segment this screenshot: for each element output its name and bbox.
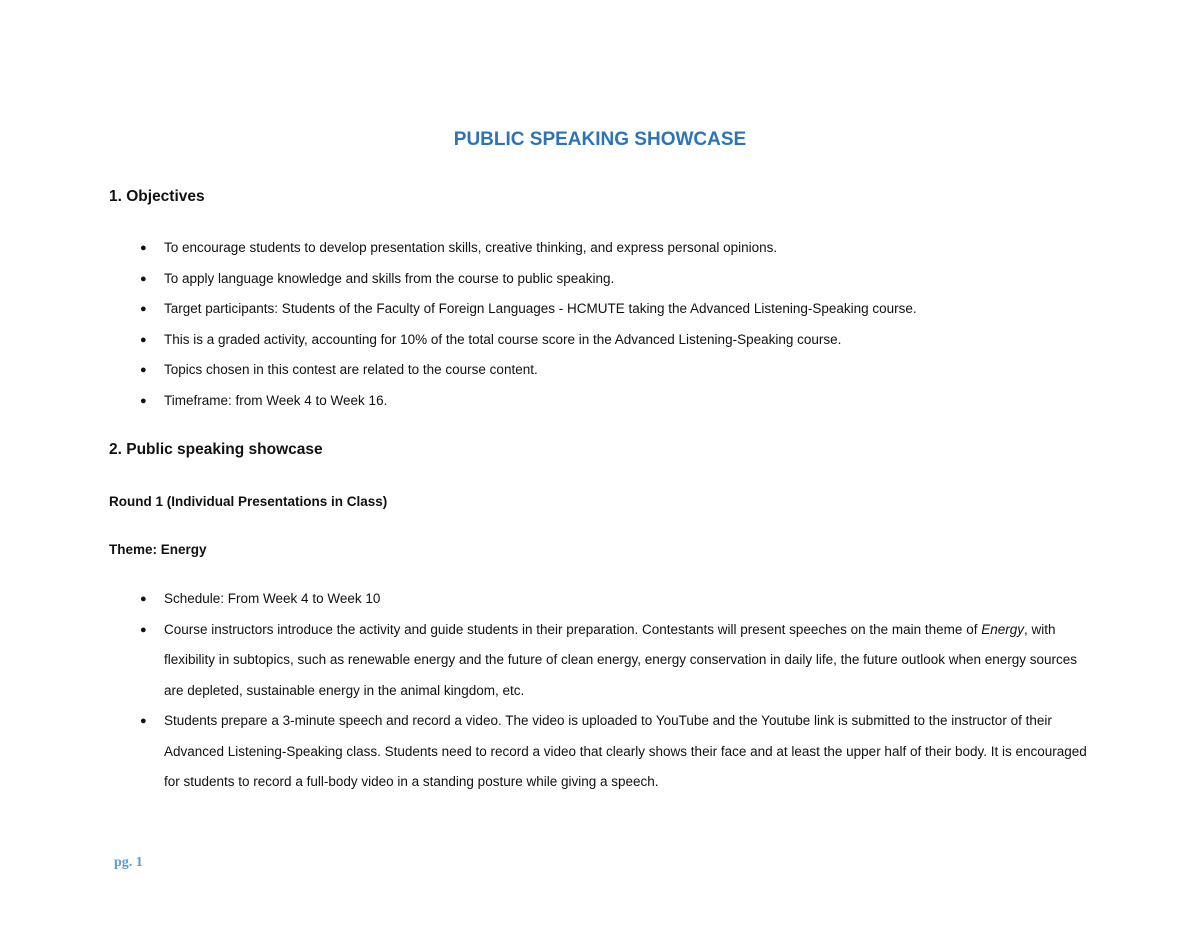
energy-italic: Energy	[981, 621, 1024, 637]
section-heading-objectives: 1. Objectives	[109, 188, 205, 205]
bullet-icon: ●	[140, 623, 147, 636]
bullet-icon: ●	[140, 364, 147, 376]
list-item-text: Timeframe: from Week 4 to Week 16.	[164, 392, 388, 408]
section-heading-showcase: 2. Public speaking showcase	[109, 441, 323, 458]
round-title: Round 1 (Individual Presentations in Class)	[109, 494, 388, 509]
bullet-icon: ●	[140, 242, 147, 254]
list-item	[0, 615, 1200, 707]
bullet-icon: ●	[140, 593, 147, 605]
list-item-text: Topics chosen in this contest are related to the course content.	[164, 362, 538, 377]
list-item	[0, 233, 1200, 264]
bullet-icon: ●	[140, 715, 147, 727]
list-item	[0, 584, 1200, 615]
list-item-text: Target participants: Students of the Faculty of Foreign Languages - HCMUTE taking the Advanced Listening-Speaking course.	[164, 301, 917, 316]
list-item-text: To apply language knowledge and skills from the course to public speaking.	[164, 270, 615, 286]
document-title: PUBLIC SPEAKING SHOWCASE	[453, 129, 747, 150]
list-item-text	[164, 615, 1090, 707]
bullet-icon: ●	[140, 394, 147, 407]
bullet-icon: ●	[140, 333, 147, 346]
list-item-text: To encourage students to develop presentation skills, creative thinking, and express personal opinions.	[164, 240, 778, 255]
list-item-text: Schedule: From Week 4 to Week 10	[164, 591, 381, 606]
objectives-list	[0, 233, 1200, 416]
round-details-list	[0, 584, 1200, 798]
instructors-text-after: , with flexibility in subtopics, such as renewable energy and the future of clean energy, energy conservation in daily life, the future outlook when energy sources are depleted, sustainable energy in the animal kingdom, etc.	[164, 621, 1078, 698]
list-item	[0, 294, 1200, 325]
list-item	[0, 386, 1200, 417]
instructors-text-before: Course instructors introduce the activity and guide students in their preparation. Contestants will present speeches on the main theme of	[164, 621, 982, 637]
list-item	[0, 706, 1200, 798]
list-item	[0, 325, 1200, 356]
list-item	[0, 264, 1200, 295]
list-item-text: Students prepare a 3-minute speech and record a video. The video is uploaded to YouTube and the Youtube link is submitted to the instructor of their Advanced Listening-Speaking class. Students need to record a video that clearly shows their face and at least the upper half of their body. It is encouraged for students to record a full-body video in a standing posture while giving a speech.	[164, 713, 1087, 789]
bullet-icon: ●	[140, 303, 147, 315]
list-item-text: This is a graded activity, accounting for 10% of the total course score in the Advanced Listening-Speaking course.	[164, 331, 842, 347]
bullet-icon: ●	[140, 272, 147, 285]
page-number: pg. 1	[114, 855, 143, 870]
list-item	[0, 355, 1200, 386]
theme-label: Theme: Energy	[109, 542, 207, 557]
